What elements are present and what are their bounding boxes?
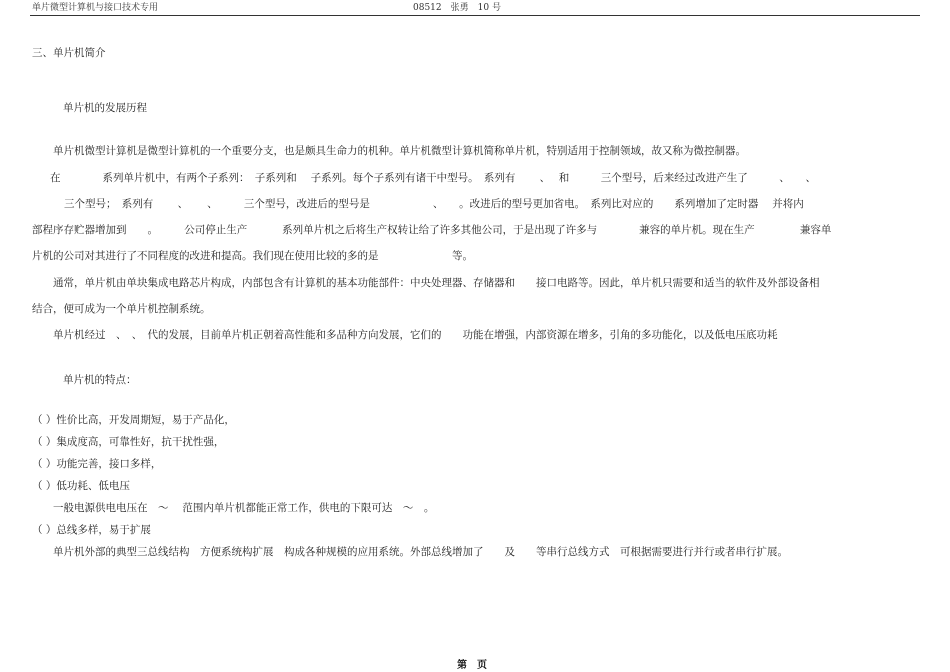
- power-note: 一般电源供电电压在 ～ 范围内单片机都能正常工作，供电的下限可达 ～ 。: [53, 502, 435, 514]
- feature-item-5: （ ）总线多样，易于扩展: [32, 524, 151, 536]
- evolution-line: 单片机经过 、 、 代的发展，目前单片机正朝着高性能和多品种方向发展，它们的 功能在增强，内部资源在增多，引角的多功能化，以及低电压底功耗: [53, 329, 778, 341]
- usage-line-1: 通常，单片机由单块集成电路芯片构成，内部包含有计算机的基本功能部件：中央处理器、存储器和 接口电路等。因此，单片机只需要和适当的软件及外部设备相: [53, 277, 820, 289]
- subtitle-features: 单片机的特点：: [63, 374, 137, 386]
- history-line-4: 部程序存贮器增加到 。 公司停止生产 系列单片机之后将生产权转让给了许多其他公司，于是出现了许多与 兼容的单片机。现在生产 兼容单: [32, 224, 832, 236]
- page-header: [30, 2, 920, 16]
- history-line-2: 在 系列单片机中，有两个子系列： 子系列和 子系列。每个子系列有诸干中型号。 系列有 、 和 三个型号，后来经过改进产生了 、 、: [50, 172, 817, 184]
- feature-item-1: （ ）性价比高，开发周期短，易于产品化，: [32, 414, 235, 426]
- feature-item-4: （ ）低功耗、低电压: [32, 480, 130, 492]
- history-line-3: 三个型号； 系列有 、 、 三个型号，改进后的型号是 、 。改进后的型号更加省电。 系列比对应的 系列增加了定时器 并将内: [64, 198, 804, 210]
- feature-item-2: （ ）集成度高，可靠性好，抗干扰性强，: [32, 436, 225, 448]
- feature-item-3: （ ）功能完善，接口多样，: [32, 458, 162, 470]
- usage-line-2: 结合，便可成为一个单片机控制系统。: [32, 303, 211, 315]
- header-student-info: 08512 张勇 10 号: [413, 3, 501, 13]
- bus-note: 单片机外部的典型三总线结构 方便系统构扩展 构成各种规模的应用系统。外部总线增加了 及 等串行总线方式 可根据需要进行并行或者串行扩展。: [53, 546, 788, 558]
- page-footer: 第 页: [457, 660, 487, 671]
- header-course-title: 单片微型计算机与接口技术专用: [32, 3, 159, 13]
- history-line-5: 片机的公司对其进行了不同程度的改进和提高。我们现在使用比较的多的是 等。: [32, 250, 473, 262]
- history-line-1: 单片机微型计算机是微型计算机的一个重要分支，也是颇具生命力的机种。单片机微型计算机简称单片机，特别适用于控制领域，故又称为微控制器。: [53, 145, 746, 157]
- subtitle-history: 单片机的发展历程: [63, 102, 147, 114]
- section-title: 三、单片机简介: [32, 47, 106, 59]
